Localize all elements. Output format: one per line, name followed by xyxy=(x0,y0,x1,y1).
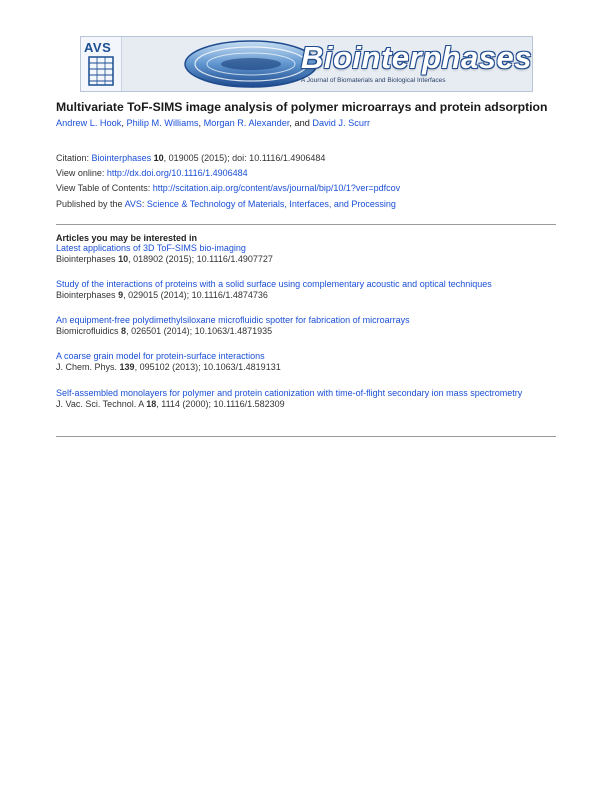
view-online-label: View online: xyxy=(56,168,105,178)
journal-banner[interactable] xyxy=(80,36,533,92)
related-article xyxy=(56,243,556,265)
avs-logo xyxy=(81,37,122,91)
author-link[interactable]: David J. Scurr xyxy=(312,118,371,128)
related-article-title-link[interactable]: Latest applications of 3D ToF-SIMS bio-imaging xyxy=(56,243,246,253)
related-article-citation xyxy=(56,254,556,265)
author-separator: , xyxy=(121,118,127,128)
citation-volume: 10 xyxy=(153,153,164,163)
journal-subtitle: A Journal of Biomaterials and Biological Interfaces xyxy=(301,77,446,84)
related-details: , 1114 (2000); 10.1116/1.582309 xyxy=(156,399,285,409)
related-article-citation xyxy=(56,326,556,337)
related-volume: 9 xyxy=(118,290,124,300)
related-journal: Biomicrofluidics xyxy=(56,326,119,336)
related-volume: 139 xyxy=(119,362,135,372)
related-volume: 18 xyxy=(146,399,157,409)
author-list xyxy=(56,118,370,128)
toc-label: View Table of Contents: xyxy=(56,183,151,193)
related-article-citation xyxy=(56,290,556,301)
author-link[interactable]: Philip M. Williams xyxy=(126,118,199,128)
related-journal: Biointerphases xyxy=(56,254,116,264)
related-article xyxy=(56,279,556,301)
author-separator: , xyxy=(198,118,204,128)
related-journal: Biointerphases xyxy=(56,290,116,300)
published-label: Published by the xyxy=(56,199,123,209)
citation-label: Citation: xyxy=(56,153,90,163)
view-online-link[interactable]: http://dx.doi.org/10.1116/1.4906484 xyxy=(106,168,248,178)
related-article xyxy=(56,315,556,337)
avs-emblem-icon xyxy=(87,55,115,87)
related-article xyxy=(56,388,556,410)
related-article-title-link[interactable]: Self-assembled monolayers for polymer and protein cationization with time-of-flight secondary ion mass spectrometry xyxy=(56,388,523,398)
article-title: Multivariate ToF-SIMS image analysis of polymer microarrays and protein adsorption xyxy=(56,100,548,114)
related-article-title-link[interactable]: Study of the interactions of proteins with a solid surface using complementary acoustic and optical techniques xyxy=(56,279,492,289)
author-link[interactable]: Andrew L. Hook xyxy=(56,118,122,128)
publisher-full-link[interactable]: Science & Technology of Materials, Interfaces, and Processing xyxy=(146,199,396,209)
banner-ellipse-graphic xyxy=(181,38,321,90)
related-details: , 029015 (2014); 10.1116/1.4874736 xyxy=(123,290,268,300)
related-article-title-link[interactable]: An equipment-free polydimethylsiloxane microfluidic spotter for fabrication of microarrays xyxy=(56,315,410,325)
toc-link[interactable]: http://scitation.aip.org/content/avs/journal/bip/10/1?ver=pdfcov xyxy=(152,183,401,193)
journal-title: Biointerphases xyxy=(301,40,532,75)
related-journal: J. Vac. Sci. Technol. A xyxy=(56,399,144,409)
related-journal: J. Chem. Phys. xyxy=(56,362,118,372)
related-details: , 026501 (2014); 10.1063/1.4871935 xyxy=(126,326,273,336)
related-details: , 095102 (2013); 10.1063/1.4819131 xyxy=(134,362,281,372)
related-article-citation xyxy=(56,399,556,410)
author-separator: , and xyxy=(289,118,313,128)
publisher-colon: : xyxy=(141,199,147,209)
related-articles-heading: Articles you may be interested in xyxy=(56,233,198,243)
publisher-line xyxy=(56,199,396,209)
divider-top xyxy=(56,224,556,225)
author-link[interactable]: Morgan R. Alexander xyxy=(203,118,290,128)
related-article-citation xyxy=(56,362,556,373)
view-online-line xyxy=(56,168,248,178)
related-article-title-link[interactable]: A coarse grain model for protein-surface interactions xyxy=(56,351,265,361)
related-article xyxy=(56,351,556,373)
toc-line xyxy=(56,183,400,193)
related-volume: 10 xyxy=(118,254,129,264)
citation-line xyxy=(56,153,325,163)
related-details: , 018902 (2015); 10.1116/1.4907727 xyxy=(128,254,273,264)
publisher-short-link[interactable]: AVS xyxy=(124,199,142,209)
avs-logo-text: AVS xyxy=(84,40,112,55)
related-volume: 8 xyxy=(121,326,127,336)
citation-journal-link[interactable]: Biointerphases xyxy=(91,153,152,163)
citation-details: , 019005 (2015); doi: 10.1116/1.4906484 xyxy=(163,153,326,163)
divider-bottom xyxy=(56,436,556,437)
